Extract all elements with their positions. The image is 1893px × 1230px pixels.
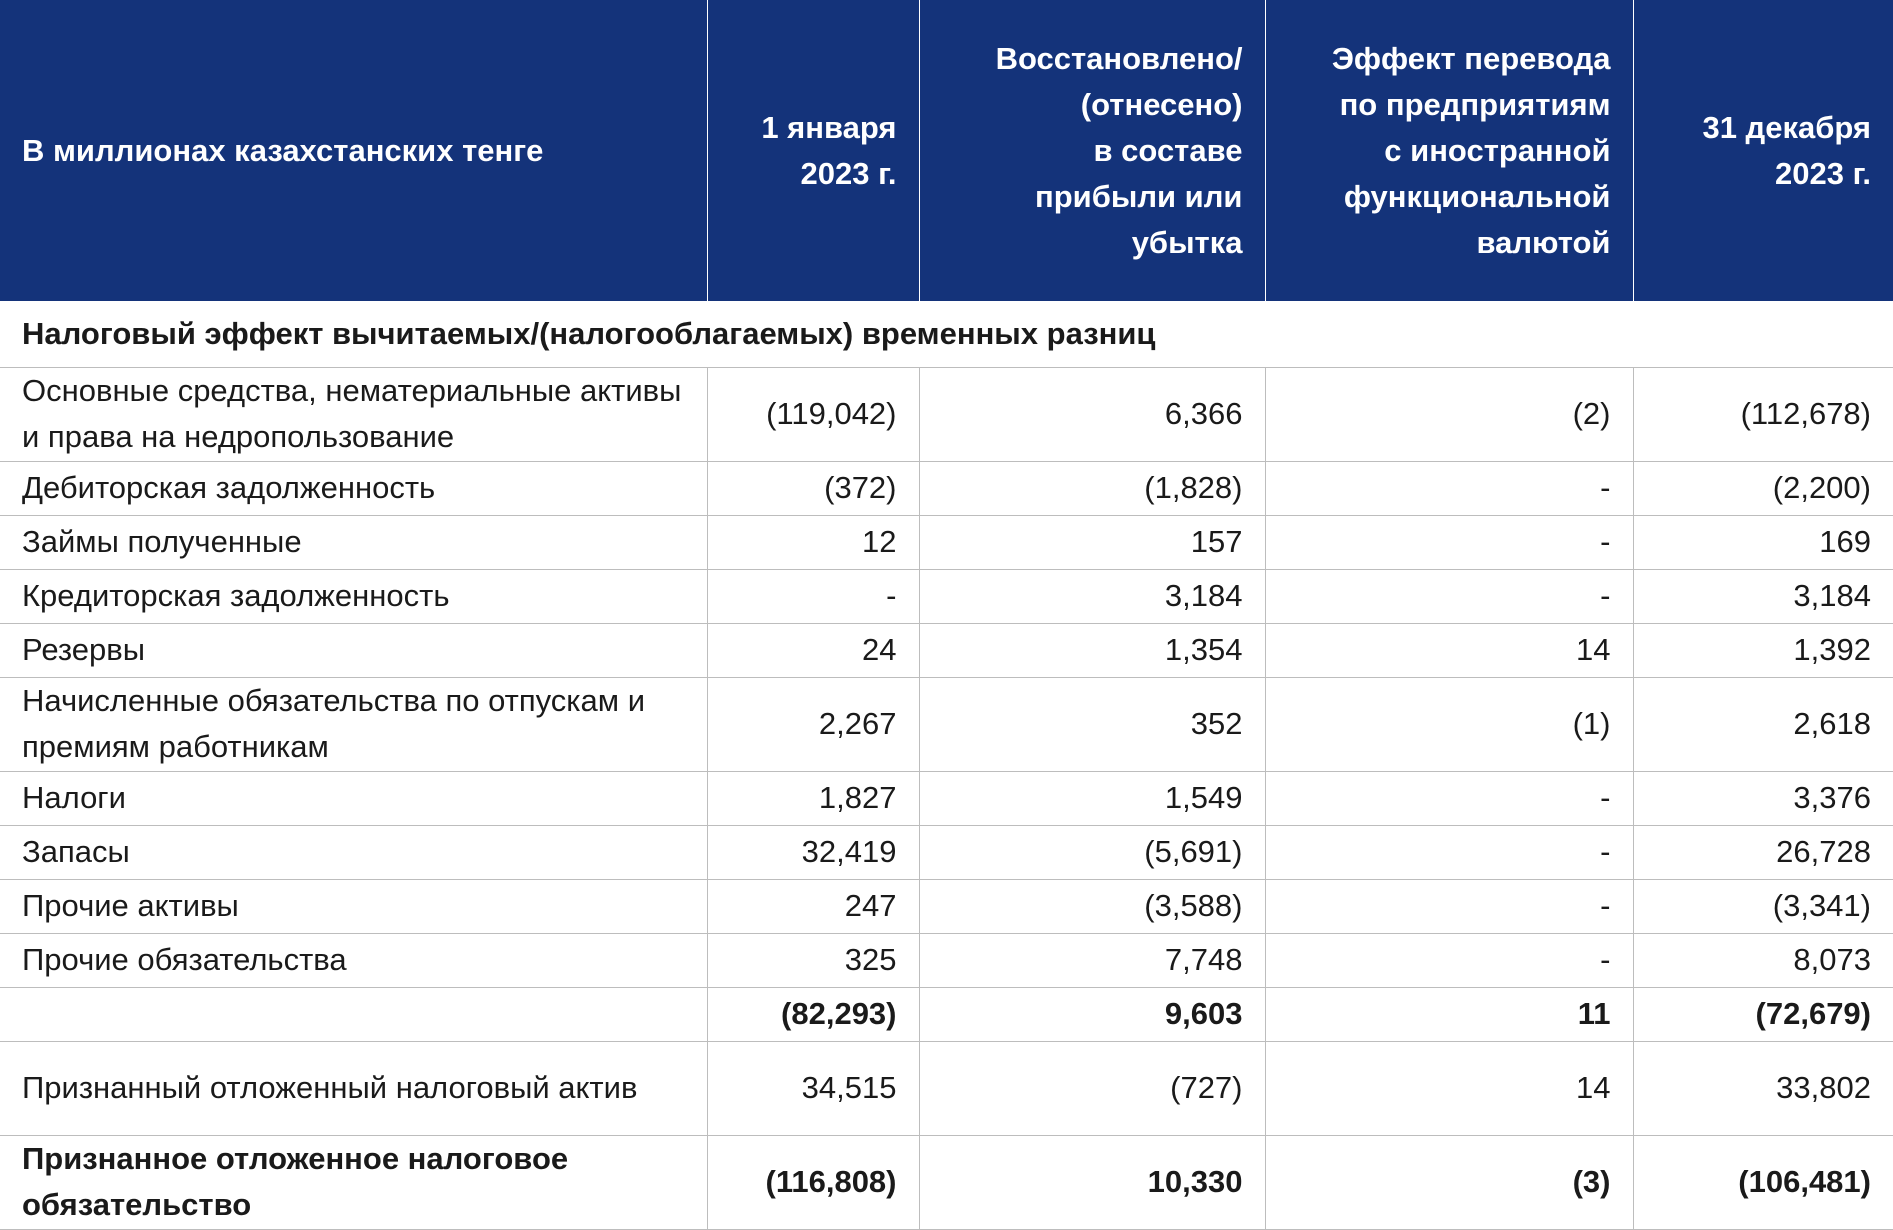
cell-value: 24 [707,623,919,677]
header-cell: 1 января 2023 г. [707,0,919,301]
row-label: Начисленные обязательства по отпускам и премиям работникам [0,677,707,771]
cell-value: (106,481) [1633,1135,1893,1229]
cell-value: 3,184 [919,569,1265,623]
total-row [0,1135,1893,1229]
row-label: Займы полученные [0,515,707,569]
cell-value: (2,200) [1633,461,1893,515]
cell-value: - [1265,461,1633,515]
cell-value: 352 [919,677,1265,771]
table-row [0,1041,1893,1135]
cell-value: 1,549 [919,771,1265,825]
cell-value: 32,419 [707,825,919,879]
table-row [0,825,1893,879]
row-label: Основные средства, нематериальные активы и права на недропользование [0,367,707,461]
cell-value: 1,392 [1633,623,1893,677]
cell-value: 10,330 [919,1135,1265,1229]
cell-value: (1) [1265,677,1633,771]
cell-value: (116,808) [707,1135,919,1229]
cell-value: - [1265,879,1633,933]
row-label: Прочие обязательства [0,933,707,987]
table-row [0,879,1893,933]
cell-value: 14 [1265,1041,1633,1135]
cell-value: 1,354 [919,623,1265,677]
cell-value: (5,691) [919,825,1265,879]
cell-value: (3,341) [1633,879,1893,933]
cell-value: 247 [707,879,919,933]
cell-value: (3,588) [919,879,1265,933]
cell-value: 34,515 [707,1041,919,1135]
row-label: Налоги [0,771,707,825]
cell-value: 12 [707,515,919,569]
table-row [0,461,1893,515]
header-row [0,0,1893,301]
row-label: Прочие активы [0,879,707,933]
row-label: Резервы [0,623,707,677]
cell-value: 33,802 [1633,1041,1893,1135]
cell-value: 3,184 [1633,569,1893,623]
cell-value: 26,728 [1633,825,1893,879]
cell-value: 3,376 [1633,771,1893,825]
row-label: Кредиторская задолженность [0,569,707,623]
table-row [0,623,1893,677]
cell-value: - [1265,933,1633,987]
cell-value: - [1265,569,1633,623]
header-cell: 31 декабря 2023 г. [1633,0,1893,301]
cell-value: (3) [1265,1135,1633,1229]
cell-value: 6,366 [919,367,1265,461]
cell-value: - [1265,771,1633,825]
cell-value: 157 [919,515,1265,569]
cell-value: 169 [1633,515,1893,569]
cell-value: - [707,569,919,623]
table-row [0,367,1893,461]
table-row [0,933,1893,987]
section-row [0,301,1893,367]
cell-value: (119,042) [707,367,919,461]
cell-value: (372) [707,461,919,515]
row-label: Запасы [0,825,707,879]
row-label [0,987,707,1041]
row-label: Дебиторская задолженность [0,461,707,515]
subtotal-row [0,987,1893,1041]
row-label: Признанный отложенный налоговый актив [0,1041,707,1135]
cell-value: (82,293) [707,987,919,1041]
header-cell: Восстановлено/ (отнесено) в составе прибыли или убытка [919,0,1265,301]
cell-value: (112,678) [1633,367,1893,461]
table-row [0,569,1893,623]
cell-value: 1,827 [707,771,919,825]
cell-value: 325 [707,933,919,987]
table-row [0,771,1893,825]
cell-value: 14 [1265,623,1633,677]
cell-value: (727) [919,1041,1265,1135]
cell-value: 11 [1265,987,1633,1041]
cell-value: - [1265,515,1633,569]
cell-value: (1,828) [919,461,1265,515]
table-row [0,515,1893,569]
cell-value: (2) [1265,367,1633,461]
cell-value: 8,073 [1633,933,1893,987]
section-title: Налоговый эффект вычитаемых/(налогооблагаемых) временных разниц [0,301,1893,367]
table-row [0,677,1893,771]
cell-value: 2,618 [1633,677,1893,771]
cell-value: - [1265,825,1633,879]
header-cell: В миллионах казахстанских тенге [0,0,707,301]
cell-value: 2,267 [707,677,919,771]
header-cell: Эффект перевода по предприятиям с иностранной функциональной валютой [1265,0,1633,301]
cell-value: 9,603 [919,987,1265,1041]
cell-value: 7,748 [919,933,1265,987]
cell-value: (72,679) [1633,987,1893,1041]
row-label: Признанное отложенное налоговое обязательство [0,1135,707,1229]
